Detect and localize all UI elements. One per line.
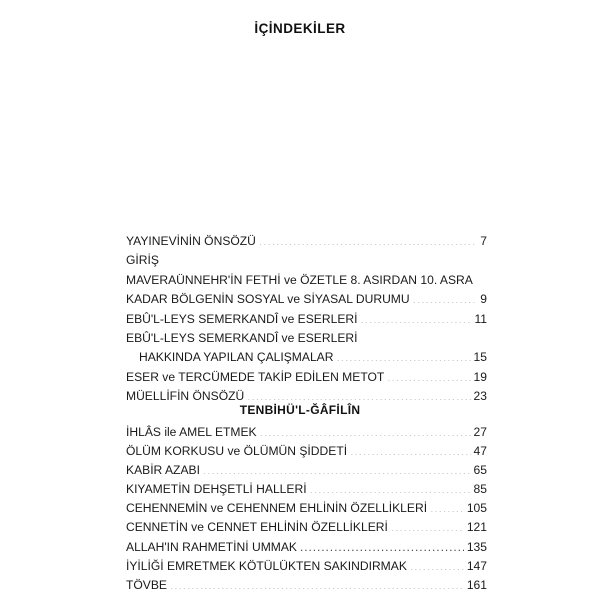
toc-entry-page-number: 161 [466,577,487,592]
toc-entry-page-number: 23 [473,389,487,404]
toc-entry-label: GİRİŞ [126,253,159,268]
dot-leader [203,462,471,474]
toc-entry[interactable] [126,329,487,348]
dot-leader [260,424,471,436]
toc-front-matter-list [126,232,487,407]
toc-entry-label: MAVERAÜNNEHR'İN FETHİ ve ÖZETLE 8. ASIRDAN 10. ASRA [126,272,473,287]
toc-entry[interactable] [126,442,487,461]
toc-entry-page-number: 15 [473,350,487,365]
toc-entry[interactable] [126,518,487,537]
toc-entry-page-number: 105 [466,501,487,516]
toc-entry[interactable] [126,232,487,251]
toc-entry-label: KIYAMETİN DEHŞETLİ HALLERİ [126,482,307,497]
toc-main-section-list [126,423,487,595]
toc-entry-page-number: 147 [466,558,487,573]
dot-leader [247,388,470,400]
toc-entry[interactable] [126,461,487,480]
toc-entry[interactable] [126,290,487,309]
page-title: İÇİNDEKİLER [254,21,346,36]
toc-entry-label: EBÛ'L-LEYS SEMERKANDÎ ve ESERLERİ [126,311,358,326]
toc-entry[interactable] [126,271,487,290]
toc-entry-label: KABİR AZABI [126,463,200,478]
dot-leader [350,443,470,455]
toc-entry[interactable] [126,310,487,329]
toc-entry[interactable] [126,576,487,595]
toc-entry-label: ESER ve TERCÜMEDE TAKİP EDİLEN METOT [126,369,385,384]
toc-entry-label: ALLAH'IN RAHMETİNİ UMMAK [126,539,297,554]
toc-entry-page-number: 27 [473,425,487,439]
toc-entry-label: HAKKINDA YAPILAN ÇALIŞMALAR [139,350,334,365]
toc-entry-page-number: 11 [474,311,487,326]
dot-leader [387,369,470,381]
toc-entry[interactable] [126,557,487,576]
toc-entry-label: TÖVBE [126,577,167,592]
dot-leader [310,481,471,493]
toc-entry-label: EBÛ'L-LEYS SEMERKANDÎ ve ESERLERİ [126,331,358,346]
toc-entry-label: CEHENNEMİN ve CEHENNEM EHLİNİN ÖZELLİKLERİ [126,501,428,516]
toc-entry-label: ÖLÜM KORKUSU ve ÖLÜMÜN ŞİDDETİ [126,444,348,459]
toc-entry-page-number: 19 [473,369,487,384]
toc-entry-page-number: 121 [466,520,487,535]
dot-leader [413,291,478,303]
toc-entry-label: CENNETİN ve CENNET EHLİNİN ÖZELLİKLERİ [126,520,388,535]
toc-entry-page-number: 65 [473,463,487,478]
dot-leader [336,349,470,361]
toc-entry[interactable] [126,480,487,499]
toc-entry[interactable] [126,423,487,442]
dot-leader [410,558,464,570]
toc-entry[interactable] [126,251,487,270]
dot-leader [391,519,464,531]
toc-entry-page-number: 7 [480,234,487,248]
dot-leader [300,538,464,550]
dot-leader [430,500,464,512]
toc-entry-page-number: 9 [480,292,487,307]
toc-entry-label: İHLÂS ile AMEL ETMEK [126,425,257,439]
toc-entry[interactable] [126,538,487,557]
toc-entry-label: MÜELLİFİN ÖNSÖZÜ [126,389,245,404]
dot-leader [170,577,464,589]
toc-entry[interactable] [126,499,487,518]
dot-leader [259,233,477,245]
toc-entry-page-number: 47 [473,444,487,459]
dot-leader [361,311,472,323]
toc-entry-page-number: 135 [466,539,487,554]
toc-entry-page-number: 85 [473,482,487,497]
toc-entry-label: İYİLİĞİ EMRETMEK KÖTÜLÜKTEN SAKINDIRMAK [126,558,407,573]
toc-entry-label: YAYINEVİNİN ÖNSÖZÜ [126,234,256,248]
toc-entry[interactable] [126,368,487,387]
toc-entry-label: KADAR BÖLGENİN SOSYAL ve SİYASAL DURUMU [126,292,410,307]
toc-entry[interactable] [126,348,487,367]
section-heading-tenbihul-gafilin: TENBİHÜ'L-ĞÂFİLÎN [239,403,361,417]
